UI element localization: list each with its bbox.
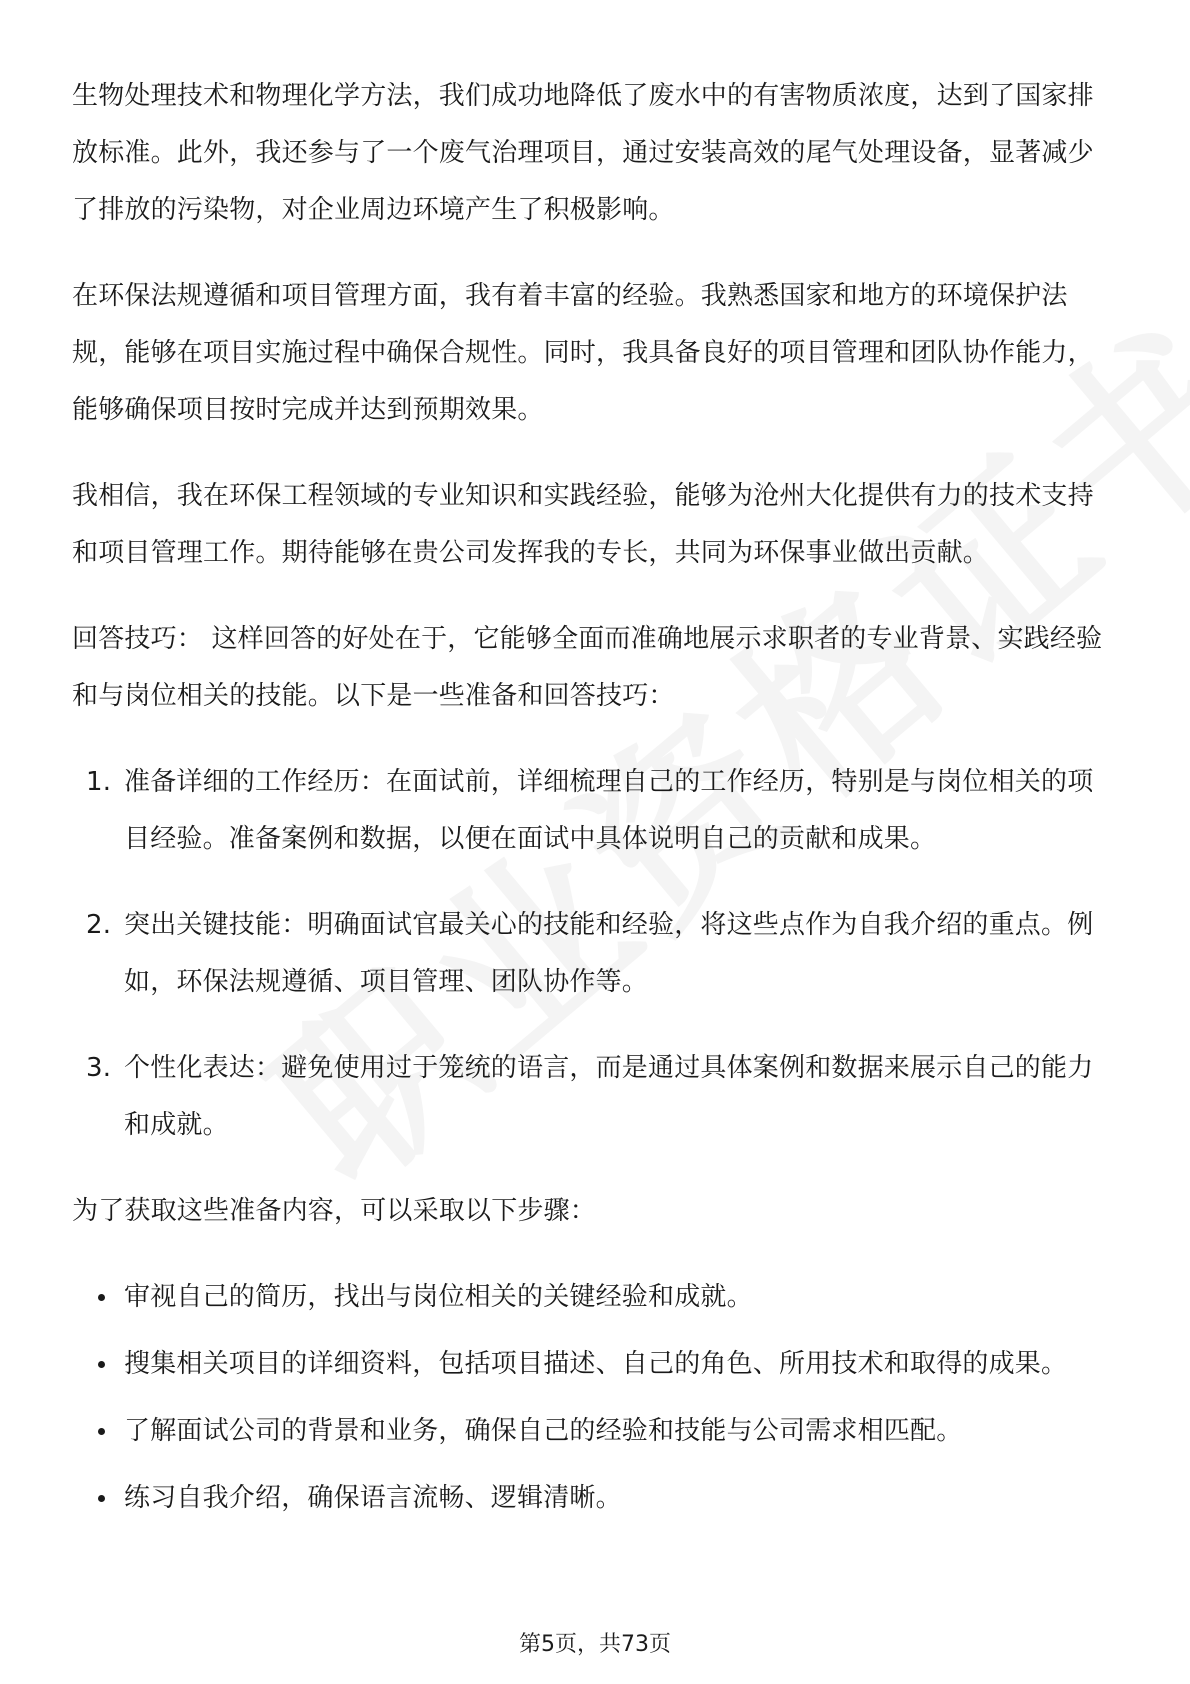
list-item [72,754,1118,868]
list-item [72,1269,1118,1326]
list-item-text: 练习自我介绍，确保语言流畅、逻辑清晰。 [124,1483,622,1513]
bullet-icon [98,1294,105,1301]
list-item-text: 准备详细的工作经历：在面试前，详细梳理自己的工作经历，特别是与岗位相关的项目经验。准备案例和数据，以便在面试中具体说明自己的贡献和成果。 [124,767,1094,854]
paragraph-regulations: 在环保法规遵循和项目管理方面，我有着丰富的经验。我熟悉国家和地方的环境保护法规，能够在项目实施过程中确保合规性。同时，我具备良好的项目管理和团队协作能力，能够确保项目按时完成并达到预期效果。 [72,281,1094,425]
list-item [72,1403,1118,1460]
list-item [72,1040,1118,1154]
steps-intro: 为了获取这些准备内容，可以采取以下步骤： [72,1196,597,1226]
list-item-text: 个性化表达：避免使用过于笼统的语言，而是通过具体案例和数据来展示自己的能力和成就。 [124,1053,1094,1140]
list-number: 1. [86,767,112,797]
list-item-text: 了解面试公司的背景和业务，确保自己的经验和技能与公司需求相匹配。 [124,1416,963,1446]
list-item-text: 搜集相关项目的详细资料，包括项目描述、自己的角色、所用技术和取得的成果。 [124,1349,1068,1379]
steps-bullet-list [72,1269,1118,1527]
bullet-icon [98,1428,105,1435]
paragraph-conclusion: 我相信，我在环保工程领域的专业知识和实践经验，能够为沧州大化提供有力的技术支持和项目管理工作。期待能够在贵公司发挥我的专长，共同为环保事业做出贡献。 [72,481,1094,568]
tips-ordered-list [72,754,1118,1154]
bullet-icon [98,1361,105,1368]
list-item-text: 审视自己的简历，找出与岗位相关的关键经验和成就。 [124,1282,753,1312]
paragraph-answer-tips: 回答技巧： 这样回答的好处在于，它能够全面而准确地展示求职者的专业背景、实践经验和与岗位相关的技能。以下是一些准备和回答技巧： [72,624,1103,711]
list-item-text: 突出关键技能：明确面试官最关心的技能和经验，将这些点作为自我介绍的重点。例如，环保法规遵循、项目管理、团队协作等。 [124,910,1094,997]
list-number: 3. [86,1053,112,1083]
list-item [72,1336,1118,1393]
document-body [72,68,1118,1537]
list-item [72,897,1118,1011]
paragraph-wastewater: 生物处理技术和物理化学方法，我们成功地降低了废水中的有害物质浓度，达到了国家排放标准。此外，我还参与了一个废气治理项目，通过安装高效的尾气处理设备，显著减少了排放的污染物，对企业周边环境产生了积极影响。 [72,81,1094,225]
bullet-icon [98,1495,105,1502]
list-item [72,1470,1118,1527]
list-number: 2. [86,910,112,940]
page-number-footer: 第5页，共73页 [519,1632,671,1657]
